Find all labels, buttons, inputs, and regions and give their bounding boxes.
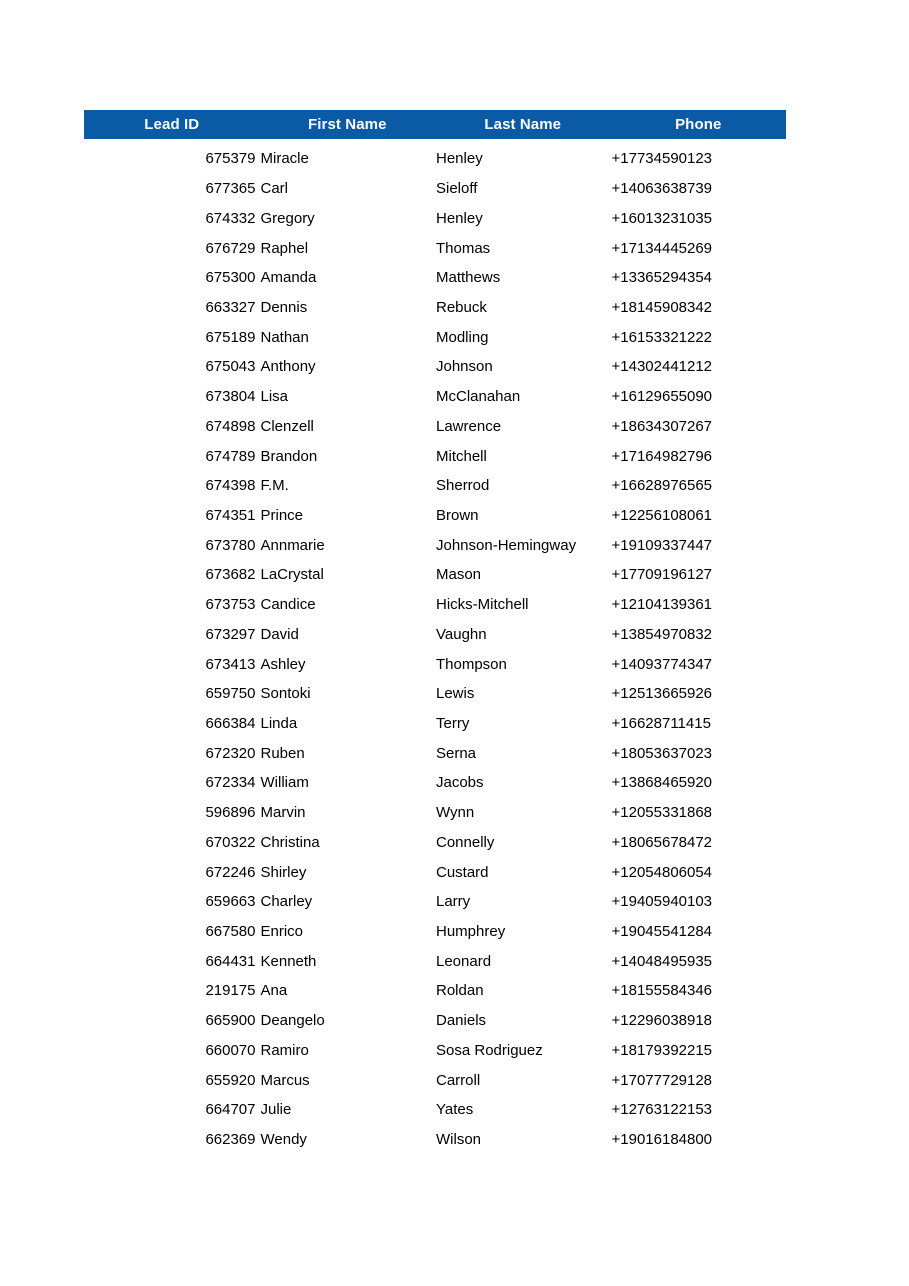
table-row — [84, 887, 786, 917]
table-row — [84, 709, 786, 739]
cell-last-name: Custard — [436, 863, 489, 881]
cell-last-name: Thomas — [436, 239, 491, 257]
cell-phone: +16153321222 — [611, 328, 713, 346]
cell-last-name: Modling — [436, 328, 489, 346]
cell-first-name: Candice — [260, 596, 316, 614]
cell-lead-id: 674789 — [205, 447, 256, 465]
cell-first-name: Sontoki — [260, 685, 311, 703]
cell-phone: +13365294354 — [611, 269, 713, 287]
cell-first-name: David — [260, 625, 299, 643]
table-row — [84, 1065, 786, 1095]
cell-phone: +18155584346 — [611, 982, 713, 1000]
column-header-last-name: Last Name — [484, 116, 562, 133]
cell-last-name: Serna — [436, 744, 477, 762]
cell-last-name: Matthews — [436, 269, 501, 287]
cell-phone: +14302441212 — [611, 358, 713, 376]
table-row — [84, 768, 786, 798]
cell-first-name: Charley — [260, 893, 313, 911]
table-row — [84, 560, 786, 590]
cell-phone: +16013231035 — [611, 209, 713, 227]
cell-lead-id: 596896 — [205, 804, 256, 822]
table-header-row — [84, 110, 786, 139]
table-row — [84, 203, 786, 233]
table-row — [84, 293, 786, 323]
cell-lead-id: 675189 — [205, 328, 256, 346]
cell-phone: +16129655090 — [611, 388, 713, 406]
cell-last-name: Hicks-Mitchell — [436, 596, 529, 614]
cell-phone: +13854970832 — [611, 625, 713, 643]
table-row — [84, 352, 786, 382]
cell-phone: +16628711415 — [611, 715, 711, 733]
cell-phone: +18179392215 — [611, 1041, 713, 1059]
cell-last-name: Humphrey — [436, 923, 506, 941]
cell-first-name: Nathan — [260, 328, 309, 346]
cell-lead-id: 665900 — [205, 1012, 256, 1030]
cell-last-name: Larry — [436, 893, 471, 911]
cell-last-name: Brown — [436, 506, 479, 524]
cell-last-name: Carroll — [436, 1071, 481, 1089]
table-row — [84, 501, 786, 531]
cell-phone: +12104139361 — [611, 596, 713, 614]
cell-phone: +19016184800 — [611, 1131, 713, 1149]
cell-last-name: McClanahan — [436, 388, 521, 406]
cell-lead-id: 670322 — [205, 833, 256, 851]
cell-last-name: Mason — [436, 566, 482, 584]
cell-last-name: Lewis — [436, 685, 475, 703]
table-row — [84, 917, 786, 947]
cell-last-name: Jacobs — [436, 774, 484, 792]
cell-lead-id: 673682 — [205, 566, 256, 584]
table-row — [84, 263, 786, 293]
cell-last-name: Thompson — [436, 655, 507, 673]
table-row — [84, 1036, 786, 1066]
cell-first-name: Miracle — [260, 150, 309, 168]
leads-table — [84, 110, 786, 1154]
cell-last-name: Vaughn — [436, 625, 487, 643]
table-row — [84, 590, 786, 620]
table-body — [84, 144, 786, 1154]
cell-last-name: Mitchell — [436, 447, 487, 465]
cell-lead-id: 659750 — [205, 685, 256, 703]
cell-lead-id: 664431 — [205, 952, 256, 970]
cell-phone: +17734590123 — [611, 150, 713, 168]
table-row — [84, 471, 786, 501]
table-row — [84, 1125, 786, 1155]
cell-lead-id: 672334 — [205, 774, 256, 792]
cell-phone: +17134445269 — [611, 239, 713, 257]
cell-first-name: Deangelo — [260, 1012, 325, 1030]
table-row — [84, 679, 786, 709]
table-row — [84, 1006, 786, 1036]
cell-first-name: Gregory — [260, 209, 315, 227]
cell-last-name: Connelly — [436, 833, 495, 851]
cell-first-name: Clenzell — [260, 417, 314, 435]
table-row — [84, 441, 786, 471]
cell-last-name: Lawrence — [436, 417, 502, 435]
cell-phone: +17077729128 — [611, 1071, 713, 1089]
table-row — [84, 738, 786, 768]
cell-first-name: Kenneth — [260, 952, 317, 970]
cell-first-name: Prince — [260, 506, 304, 524]
table-row — [84, 976, 786, 1006]
cell-phone: +12763122153 — [611, 1101, 713, 1119]
cell-lead-id: 675379 — [205, 150, 256, 168]
cell-last-name: Wynn — [436, 804, 475, 822]
table-row — [84, 828, 786, 858]
cell-last-name: Sosa Rodriguez — [436, 1041, 543, 1059]
cell-phone: +16628976565 — [611, 477, 713, 495]
cell-lead-id: 674398 — [205, 477, 256, 495]
cell-first-name: Ashley — [260, 655, 306, 673]
cell-phone: +19405940103 — [611, 893, 713, 911]
cell-first-name: Julie — [260, 1101, 292, 1119]
cell-first-name: Anthony — [260, 358, 316, 376]
cell-lead-id: 674351 — [205, 506, 256, 524]
cell-lead-id: 673413 — [205, 655, 256, 673]
cell-first-name: Ramiro — [260, 1041, 309, 1059]
cell-phone: +12055331868 — [611, 804, 713, 822]
cell-lead-id: 675043 — [205, 358, 256, 376]
cell-lead-id: 673297 — [205, 625, 256, 643]
cell-last-name: Henley — [436, 209, 483, 227]
cell-phone: +18053637023 — [611, 744, 713, 762]
cell-first-name: Ana — [260, 982, 288, 1000]
cell-last-name: Yates — [436, 1101, 474, 1119]
cell-phone: +18634307267 — [611, 417, 713, 435]
column-header-phone: Phone — [675, 116, 722, 133]
cell-last-name: Leonard — [436, 952, 492, 970]
cell-lead-id: 662369 — [205, 1131, 256, 1149]
cell-lead-id: 659663 — [205, 893, 256, 911]
cell-first-name: Ruben — [260, 744, 305, 762]
cell-last-name: Johnson — [436, 358, 493, 376]
cell-first-name: Lisa — [260, 388, 289, 406]
table-row — [84, 946, 786, 976]
cell-last-name: Wilson — [436, 1131, 482, 1149]
cell-lead-id: 676729 — [205, 239, 256, 257]
cell-last-name: Sherrod — [436, 477, 490, 495]
cell-phone: +17164982796 — [611, 447, 713, 465]
cell-phone: +12296038918 — [611, 1012, 713, 1030]
cell-last-name: Rebuck — [436, 298, 487, 316]
table-row — [84, 1095, 786, 1125]
cell-first-name: F.M. — [260, 477, 289, 495]
cell-last-name: Sieloff — [436, 180, 478, 198]
table-row — [84, 649, 786, 679]
cell-last-name: Daniels — [436, 1012, 487, 1030]
cell-lead-id: 672246 — [205, 863, 256, 881]
cell-lead-id: 660070 — [205, 1041, 256, 1059]
cell-first-name: Enrico — [260, 923, 304, 941]
cell-lead-id: 655920 — [205, 1071, 256, 1089]
cell-first-name: Annmarie — [260, 536, 325, 554]
cell-phone: +13868465920 — [611, 774, 713, 792]
cell-first-name: Marcus — [260, 1071, 310, 1089]
cell-first-name: Christina — [260, 833, 320, 851]
cell-first-name: Carl — [260, 180, 289, 198]
cell-first-name: Amanda — [260, 269, 317, 287]
cell-lead-id: 675300 — [205, 269, 256, 287]
cell-phone: +18065678472 — [611, 833, 713, 851]
cell-first-name: Shirley — [260, 863, 307, 881]
table-row — [84, 382, 786, 412]
cell-last-name: Roldan — [436, 982, 484, 1000]
table-row — [84, 530, 786, 560]
cell-phone: +19045541284 — [611, 923, 713, 941]
cell-first-name: Dennis — [260, 298, 308, 316]
cell-first-name: Marvin — [260, 804, 306, 822]
table-row — [84, 620, 786, 650]
cell-first-name: William — [260, 774, 309, 792]
table-row — [84, 411, 786, 441]
cell-first-name: Wendy — [260, 1131, 307, 1149]
cell-lead-id: 672320 — [205, 744, 256, 762]
table-row — [84, 857, 786, 887]
table-row — [84, 798, 786, 828]
cell-lead-id: 219175 — [205, 982, 256, 1000]
cell-lead-id: 666384 — [205, 715, 256, 733]
table-row — [84, 174, 786, 204]
cell-phone: +17709196127 — [611, 566, 713, 584]
cell-lead-id: 673753 — [205, 596, 256, 614]
cell-last-name: Johnson-Hemingway — [436, 536, 577, 554]
cell-first-name: Raphel — [260, 239, 309, 257]
cell-first-name: Linda — [260, 715, 298, 733]
cell-last-name: Terry — [436, 715, 470, 733]
cell-phone: +12054806054 — [611, 863, 713, 881]
cell-phone: +12513665926 — [611, 685, 713, 703]
column-header-first-name: First Name — [307, 116, 387, 133]
cell-phone: +14048495935 — [611, 952, 713, 970]
table-row — [84, 144, 786, 174]
cell-lead-id: 674332 — [205, 209, 256, 227]
column-header-lead-id: Lead ID — [144, 116, 200, 133]
cell-phone: +19109337447 — [611, 536, 713, 554]
cell-phone: +14093774347 — [611, 655, 713, 673]
cell-phone: +14063638739 — [611, 180, 713, 198]
cell-lead-id: 677365 — [205, 180, 256, 198]
cell-lead-id: 664707 — [205, 1101, 256, 1119]
cell-first-name: LaCrystal — [260, 566, 324, 584]
cell-lead-id: 663327 — [205, 298, 256, 316]
cell-lead-id: 673804 — [205, 388, 256, 406]
table-row — [84, 322, 786, 352]
table-row — [84, 233, 786, 263]
cell-lead-id: 674898 — [205, 417, 256, 435]
cell-first-name: Brandon — [260, 447, 318, 465]
cell-phone: +18145908342 — [611, 298, 713, 316]
cell-lead-id: 673780 — [205, 536, 256, 554]
cell-last-name: Henley — [436, 150, 483, 168]
cell-lead-id: 667580 — [205, 923, 256, 941]
cell-phone: +12256108061 — [611, 506, 713, 524]
